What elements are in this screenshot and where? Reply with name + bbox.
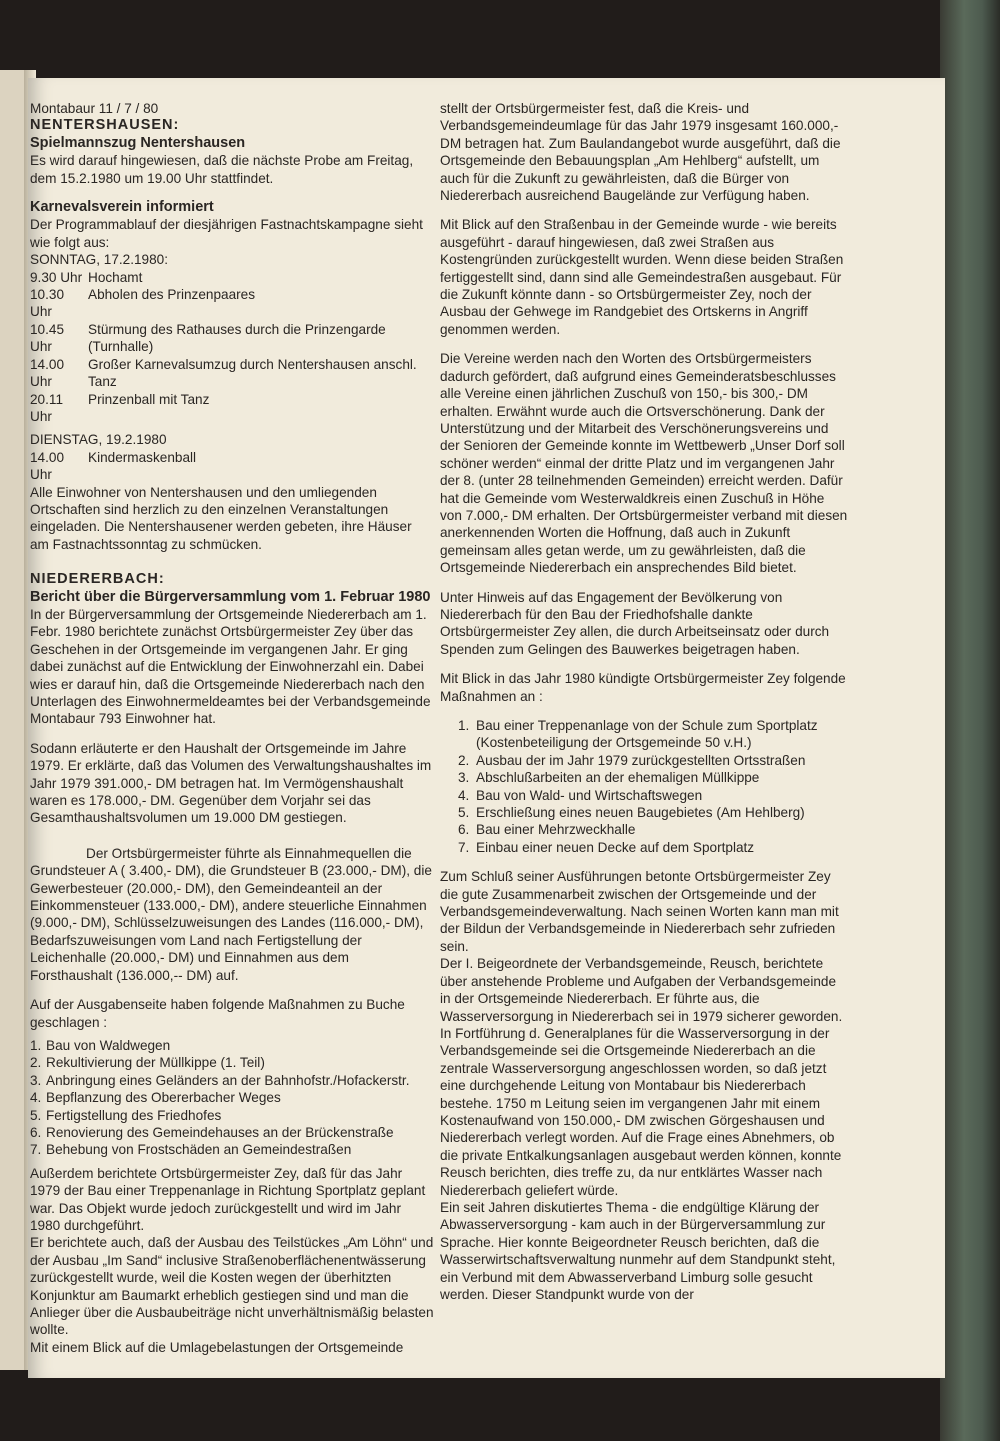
plans-list xyxy=(440,717,850,856)
list-number: 3. xyxy=(458,770,470,786)
list-number: 5. xyxy=(30,1107,42,1123)
right-paragraph: stellt der Ortsbürgermeister fest, daß die Kreis- und Verbandsgemeindeumlage für das Jahr 1979 insgesamt 160.000,- DM betragen hat. Zum Baulandangebot wurde ausgeführt, daß die Ortsgemeinde den Bebauungsplan „Am Hehlberg“ aufstellt, um auch für die Zukunft zu gewährleisten, daß die Bürger von Niedererbach ausreichend Baugelände zur Verfügung haben. xyxy=(440,101,841,204)
list-text: Bau von Wald- und Wirtschaftswegen xyxy=(476,787,703,803)
list-text: Renovierung des Gemeindehauses an der Brückenstraße xyxy=(46,1124,394,1140)
heading-karnevalsverein: Karnevalsverein informiert xyxy=(30,199,214,216)
right-paragraph: Zum Schluß seiner Ausführungen betonte Ortsbürgermeister Zey die gute Zusammenarbeit zwischen der Ortsgemeinde und der Verbandsgemeindeverwaltung. Nach seinen Worten kann man mit der Bildun der Verbandsgemeinde in Niedererbach sehr zufrieden sein. xyxy=(440,869,839,954)
program-event: Abholen des Prinzenpaares xyxy=(88,287,256,303)
niedererbach-paragraph: Mit einem Blick auf die Umlagebelastungen der Ortsgemeinde xyxy=(30,1339,404,1355)
program-row xyxy=(30,269,434,286)
book-binding xyxy=(940,0,1000,1441)
list-item xyxy=(458,752,850,769)
spielmannszug-text: Es wird darauf hingewiesen, daß die nächste Probe am Freitag, dem 15.2.1980 um 19.00 Uhr stattfindet. xyxy=(30,153,414,186)
niedererbach-paragraph: In der Bürgerversammlung der Ortsgemeinde Niedererbach am 1. Febr. 1980 berichtete zunächst Ortsbürgermeister Zey über das Geschehen in der Ortsgemeinde im vergangenen Jahr. Er ging dabei zunächst auf die Entwicklung der Einwohnerzahl ein. Dabei wies er darauf hin, daß die Ortsgemeinde Niedererbach nach den Unterlagen des Einwohnermeldeamtes bei der Verbandsgemeinde Montabaur 793 Einwohner hat. xyxy=(30,606,431,727)
list-item xyxy=(30,1072,434,1089)
list-text: Fertigstellung des Friedhofes xyxy=(46,1107,222,1123)
list-item xyxy=(458,804,850,821)
list-text: Bau einer Mehrzweckhalle xyxy=(476,822,636,838)
right-column xyxy=(440,100,850,1303)
list-text: Anbringung eines Geländers an der Bahnhofstr./Hofackerstr. xyxy=(46,1072,410,1088)
right-paragraph: Ein seit Jahren diskutiertes Thema - die endgültige Klärung der Abwasserversorgung - kam auch in der Bürgerversammlung zur Sprache. Hier konnte Beigeordneter Reusch berichten, daß die Wasserwirtschaftsverwaltung nunmehr auf dem Standpunkt steht, ein Verbund mit dem Abwasserverband Limburg solle gesucht werden. Dieser Standpunkt wurde von der xyxy=(440,1199,836,1302)
dateline: Montabaur 11 / 7 / 80 xyxy=(30,101,159,116)
list-item xyxy=(30,1037,434,1054)
list-text: Ausbau der im Jahr 1979 zurückgestellten Ortsstraßen xyxy=(476,752,806,768)
list-number: 4. xyxy=(30,1090,42,1106)
niedererbach-paragraph: Außerdem berichtete Ortsbürgermeister Zey, daß für das Jahr 1979 der Bau einer Treppenanlage in Richtung Sportplatz geplant war. Das Objekt wurde jedoch zurückgestellt und wird im Jahr 1980 durchgeführt. xyxy=(30,1165,426,1233)
list-number: 7. xyxy=(30,1142,42,1158)
right-paragraph: Mit Blick in das Jahr 1980 kündigte Ortsbürgermeister Zey folgende Maßnahmen an : xyxy=(440,671,846,704)
heading-buergerversammlung: Bericht über die Bürgerversammlung vom 1. Februar 1980 xyxy=(30,588,431,605)
niedererbach-paragraph: Der Ortsbürgermeister führte als Einnahmequellen die Grundsteuer A ( 3.400,- DM), die Grundsteuer B (23.000,- DM), die Gewerbesteuer (20.000,- DM), den Gemeindeanteil an der Einkommensteuer (133.000,- DM), andere steuerliche Einnahmen (9.000,- DM), Schlüsselzuweisungen des Landes (116.000,- DM), Bedarfszuweisungen vom Land nach Fertigstellung der Leichenhalle (20.000,- DM) und Einnahmen aus dem Forsthaushalt (136.000,-- DM) auf. xyxy=(30,845,432,983)
right-paragraph: Die Vereine werden nach den Worten des Ortsbürgermeisters dadurch gefördert, daß aufgrund eines Gemeinderatsbeschlusses alle Vereine einen jährlichen Zuschuß von 150,- bis 300,- DM erhalten. Erwähnt wurde auch die Ortsverschönerung. Dank der Unterstützung und der Mitarbeit des Verschönerungsvereins und der Senioren der Gemeinde konnte im Wettbewerb „Unser Dorf soll schöner werden“ einmal der dritte Platz und im vergangenen Jahr der 8. (unter 28 teilnehmenden Gemeinden) erreicht werden. Dafür hat die Gemeinde vom Westerwaldkreis einen Zuschuß in Höhe von 7.000,- DM erhalten. Der Ortsbürgermeister verband mit diesen anerkennenden Worten die Hoffnung, daß auch in Zukunft gemeinsam alles getan werde, um zu gewährleisten, daß die Ortsgemeinde Niedererbach ein ansprechendes Bild bietet. xyxy=(440,351,848,576)
program-time: 9.30 Uhr xyxy=(30,269,83,285)
program-event: Kindermaskenball xyxy=(88,449,197,465)
list-number: 2. xyxy=(458,752,470,768)
niedererbach-paragraph: Auf der Ausgabenseite haben folgende Maßnahmen zu Buche geschlagen : xyxy=(30,997,405,1030)
program-event: Stürmung des Rathauses durch die Prinzengarde (Turnhalle) xyxy=(88,321,386,355)
program-event: Hochamt xyxy=(88,269,143,285)
left-column xyxy=(30,100,434,1356)
niedererbach-paragraph: Er berichtete auch, daß der Ausbau des Teilstückes „Am Löhn“ und der Ausbau „Im Sand“ inclusive Straßenoberflächenentwässerung zurückgestellt wurde, weil die Kosten wegen der überhitzten Konjunktur am Baumarkt erheblich gestiegen sind und man die Anlieger über die Ausbaubeiträge nicht unverhältnismäßig belasten wollte. xyxy=(30,1235,434,1338)
right-paragraph: Mit Blick auf den Straßenbau in der Gemeinde wurde - wie bereits ausgeführt - darauf hingewiesen, daß zwei Straßen aus Kostengründen zurückgestellt wurden. Wenn diese beiden Straßen fertiggestellt sind, dann sind alle Gemeindestraßen ausgebaut. Für die Zukunft könnte dann - so Ortsbürgermeister Zey, noch der Ausbau der Gehwege im Randgebiet des Ortskerns in Angriff genommen werden. xyxy=(440,217,844,337)
expenses-list xyxy=(30,1037,434,1159)
list-number: 2. xyxy=(30,1055,42,1071)
program-time: 10.30 Uhr xyxy=(30,287,65,320)
list-text: Bau von Waldwegen xyxy=(46,1037,171,1053)
list-text: Behebung von Frostschäden an Gemeindestraßen xyxy=(46,1142,352,1158)
list-item xyxy=(458,769,850,786)
program-row xyxy=(30,321,434,356)
program-row xyxy=(30,391,434,426)
list-number: 5. xyxy=(458,805,470,821)
program-time: 14.00 Uhr xyxy=(30,356,65,390)
list-text: Erschließung eines neuen Baugebietes (Am Hehlberg) xyxy=(476,805,805,821)
program-day-2: DIENSTAG, 19.2.1980 xyxy=(30,432,167,448)
list-number: 1. xyxy=(458,718,470,733)
program-row xyxy=(30,356,434,391)
list-item xyxy=(458,839,850,856)
list-item xyxy=(30,1089,434,1106)
list-text: Bau einer Treppenanlage von der Schule zum Sportplatz (Kostenbeteiligung der Ortsgemeinde 50 v.H.) xyxy=(476,718,818,751)
program-event: Prinzenball mit Tanz xyxy=(88,391,210,407)
list-text: Bepflanzung des Obererbacher Weges xyxy=(46,1090,281,1106)
program-time: 10.45 Uhr xyxy=(30,321,65,355)
program-day-1: SONNTAG, 17.2.1980: xyxy=(30,252,169,268)
list-text: Rekultivierung der Müllkippe (1. Teil) xyxy=(46,1055,265,1071)
right-paragraph: Unter Hinweis auf das Engagement der Bevölkerung von Niedererbach für den Bau der Friedhofshalle dankte Ortsbürgermeister Zey allen, die durch Arbeitseinsatz oder durch Spenden zum Gelingen des Bauwerkes beigetragen haben. xyxy=(440,589,830,657)
program-event: Großer Karnevalsumzug durch Nentershausen anschl. Tanz xyxy=(88,356,417,390)
list-item xyxy=(458,717,850,752)
document-page xyxy=(28,78,945,1378)
right-paragraph: Der I. Beigeordnete der Verbandsgemeinde, Reusch, berichtete über anstehende Probleme und Aufgaben der Verbandsgemeinde in der Ortsgemeinde Niedererbach. Er führte aus, die Wasserversorgung in Niedererbach sei in 1979 sicherer geworden. In Fortführung d. Generalplanes für die Wasserversorgung in der Verbandsgemeinde sei die Ortsgemeinde Niedererbach an die zentrale Wasserversorgung angeschlossen worden, so daß jetzt eine durchgehende Leitung von Montabaur bis Niedererbach bestehe. 1750 m Leitung seien im vergangenen Jahr mit einem Kostenaufwand von 150.000,- DM zwischen Görgeshausen und Niedererbach verlegt worden. Auf die Frage eines Abnehmers, ob die private Entkalkungsanlagen ausgebaut werden können, konnte Reusch berichten, dies treffe zu, da nur entklärtes Wasser nach Niedererbach geliefert würde. xyxy=(440,956,843,1198)
list-item xyxy=(30,1124,434,1141)
program-row xyxy=(30,449,434,484)
list-number: 6. xyxy=(30,1124,42,1140)
program-list-1 xyxy=(30,269,434,426)
karneval-intro: Der Programmablauf der diesjährigen Fastnachtskampagne sieht wie folgt aus: xyxy=(30,217,423,250)
list-text: Einbau einer neuen Decke auf dem Sportplatz xyxy=(476,839,755,855)
list-number: 7. xyxy=(458,839,470,855)
karneval-closing: Alle Einwohner von Nentershausen und den umliegenden Ortschaften sind herzlich zu den einzelnen Veranstaltungen eingeladen. Die Nentershausener werden gebeten, ihre Häuser am Fastnachtssonntag zu schmücken. xyxy=(30,484,412,552)
list-item xyxy=(458,821,850,838)
list-item xyxy=(30,1107,434,1124)
list-item xyxy=(30,1054,434,1071)
list-item xyxy=(30,1141,434,1158)
niedererbach-paragraph: Sodann erläuterte er den Haushalt der Ortsgemeinde im Jahre 1979. Er erklärte, daß das Volumen des Verwaltungshaushaltes im Jahr 1979 391.000,- DM betragen hat. Im Vermögenshaushalt waren es 178.000,- DM. Gegenüber dem Vorjahr sei das Gesamthaushaltsvolumen um 19.000 DM gestiegen. xyxy=(30,740,432,826)
heading-spielmannszug: Spielmannszug Nentershausen xyxy=(30,134,246,151)
program-time: 14.00 Uhr xyxy=(30,449,65,483)
heading-niedererbach: NIEDERERBACH: xyxy=(30,571,165,588)
list-number: 1. xyxy=(30,1037,42,1053)
heading-nentershausen: NENTERSHAUSEN: xyxy=(30,117,180,134)
list-number: 6. xyxy=(458,822,470,838)
list-number: 4. xyxy=(458,787,470,803)
list-text: Abschlußarbeiten an der ehemaligen Müllkippe xyxy=(476,770,760,786)
program-row xyxy=(30,286,434,321)
list-number: 3. xyxy=(30,1072,42,1088)
program-time: 20.11 Uhr xyxy=(30,391,64,424)
list-item xyxy=(458,787,850,804)
